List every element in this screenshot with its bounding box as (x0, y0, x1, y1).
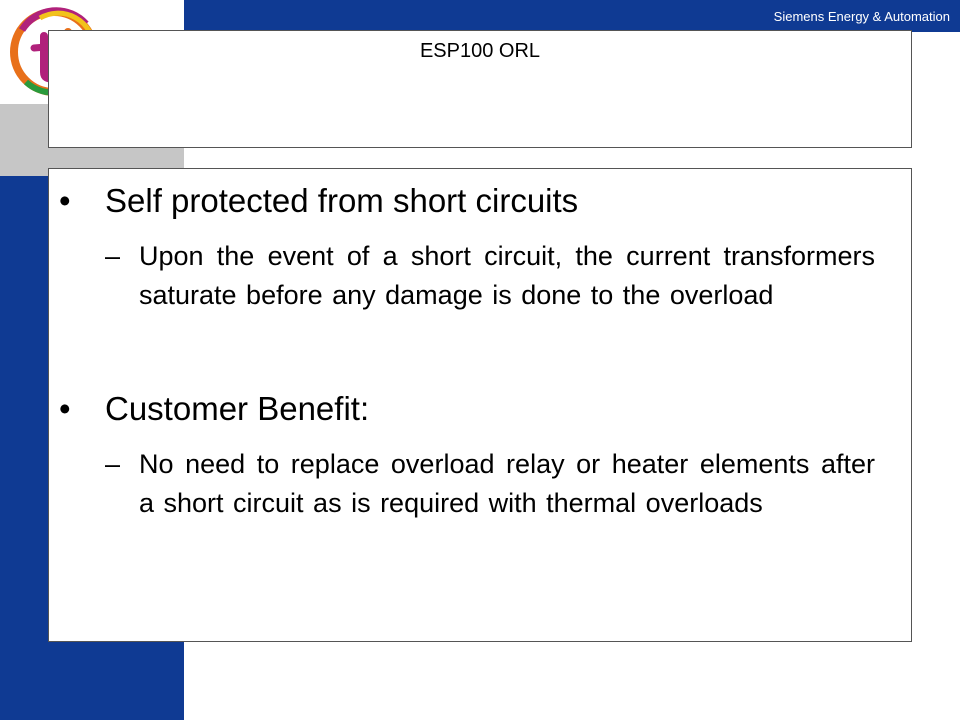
brand-label: Siemens Energy & Automation (773, 9, 950, 24)
sub-bullet-1 (105, 237, 875, 315)
content-box (48, 168, 912, 642)
sub-bullet-text: No need to replace overload relay or heater elements after a short circuit as is required with thermal overloads (139, 449, 875, 518)
title-box (48, 30, 912, 148)
bullet-marker: • (59, 182, 71, 219)
bullet-text: Customer Benefit: (105, 390, 370, 427)
slide-title: ESP100 ORL (419, 40, 541, 62)
bullet-text: Self protected from short circuits (105, 182, 579, 219)
sub-bullet-2 (105, 445, 875, 523)
sub-bullet-marker: – (105, 449, 121, 479)
top-brand-bar (184, 0, 960, 32)
bullet-marker: • (59, 390, 71, 427)
sub-bullet-marker: – (105, 241, 121, 271)
sub-bullet-text: Upon the event of a short circuit, the current transformers saturate before any damage is done to the overload (139, 241, 875, 310)
